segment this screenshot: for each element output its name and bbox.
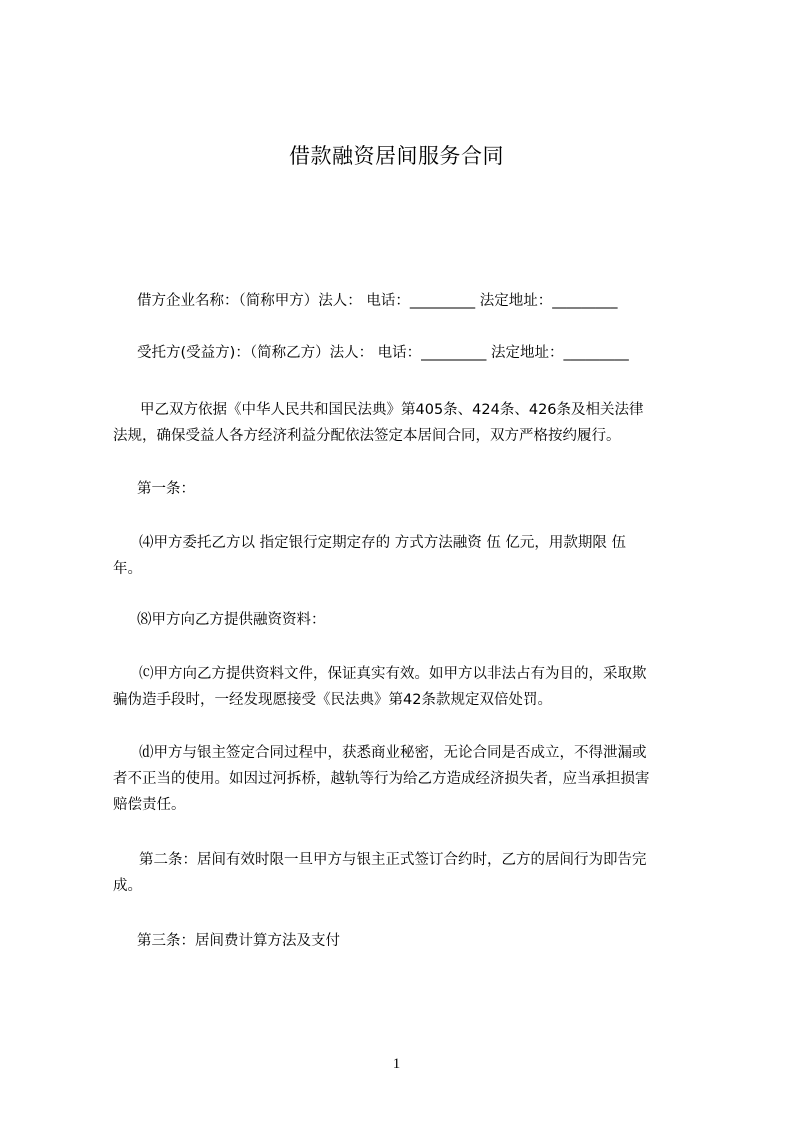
article-1-c-line-2: 骗伪造手段时，一经发现愿接受《民法典》第42条款规定双倍处罚。 [113, 692, 552, 708]
preamble-line-2: 法规，确保受益人各方经济利益分配依法签定本居间合同，双方严格按约履行。 [113, 428, 621, 444]
article-1-heading [137, 476, 737, 502]
article-1-d-paragraph [113, 740, 713, 818]
article-1-d-line-1: ⒟甲方与银主签定合同过程中，获悉商业秘密，无论合同是否成立，不得泄漏或 [139, 745, 647, 761]
article-3-line: 第三条：居间费计算方法及支付 [137, 933, 340, 949]
article-1-a-line-2: 年。 [113, 561, 142, 577]
party-b-paragraph [137, 340, 737, 366]
article-2-line-2: 成。 [113, 878, 142, 894]
article-1-b-line: ⑻甲方向乙方提供融资资料： [137, 612, 326, 628]
article-1-a-line-1: ⑷甲方委托乙方以 指定银行定期定存的 方式方法融资 伍 亿元，用款期限 伍 [139, 535, 627, 551]
article-1-c-line-1: ⒞甲方向乙方提供资料文件，保证真实有效。如甲方以非法占有为目的，采取欺 [139, 666, 647, 682]
article-1-heading-text: 第一条： [137, 481, 195, 497]
document-title: 借款融资居间服务合同 [289, 144, 504, 168]
article-1-c-paragraph [113, 661, 713, 713]
article-2-line-1: 第二条：居间有效时限一旦甲方与银主正式签订合约时，乙方的居间行为即告完 [139, 852, 647, 868]
article-1-b-paragraph [137, 607, 737, 633]
preamble-paragraph [113, 397, 713, 449]
article-2-paragraph [113, 847, 713, 899]
article-3-paragraph [137, 928, 737, 954]
article-1-d-line-2: 者不正当的使用。如因过河拆桥，越轨等行为给乙方造成经济损失者，应当承担损害 [113, 771, 650, 787]
article-1-d-line-3: 赔偿责任。 [113, 797, 186, 813]
preamble-line-1: 甲乙双方依据《中华人民共和国民法典》第405条、424条、426条及相关法律 [140, 402, 644, 418]
article-1-a-paragraph [113, 530, 713, 582]
party-a-paragraph [137, 288, 737, 314]
party-a-line: 借方企业名称：（简称甲方）法人： 电话：_________ 法定地址：_________ [137, 293, 618, 309]
page-number: 1 [392, 1056, 401, 1072]
party-b-line: 受托方(受益方)：（简称乙方）法人： 电话：_________ 法定地址：_________ [137, 345, 629, 361]
